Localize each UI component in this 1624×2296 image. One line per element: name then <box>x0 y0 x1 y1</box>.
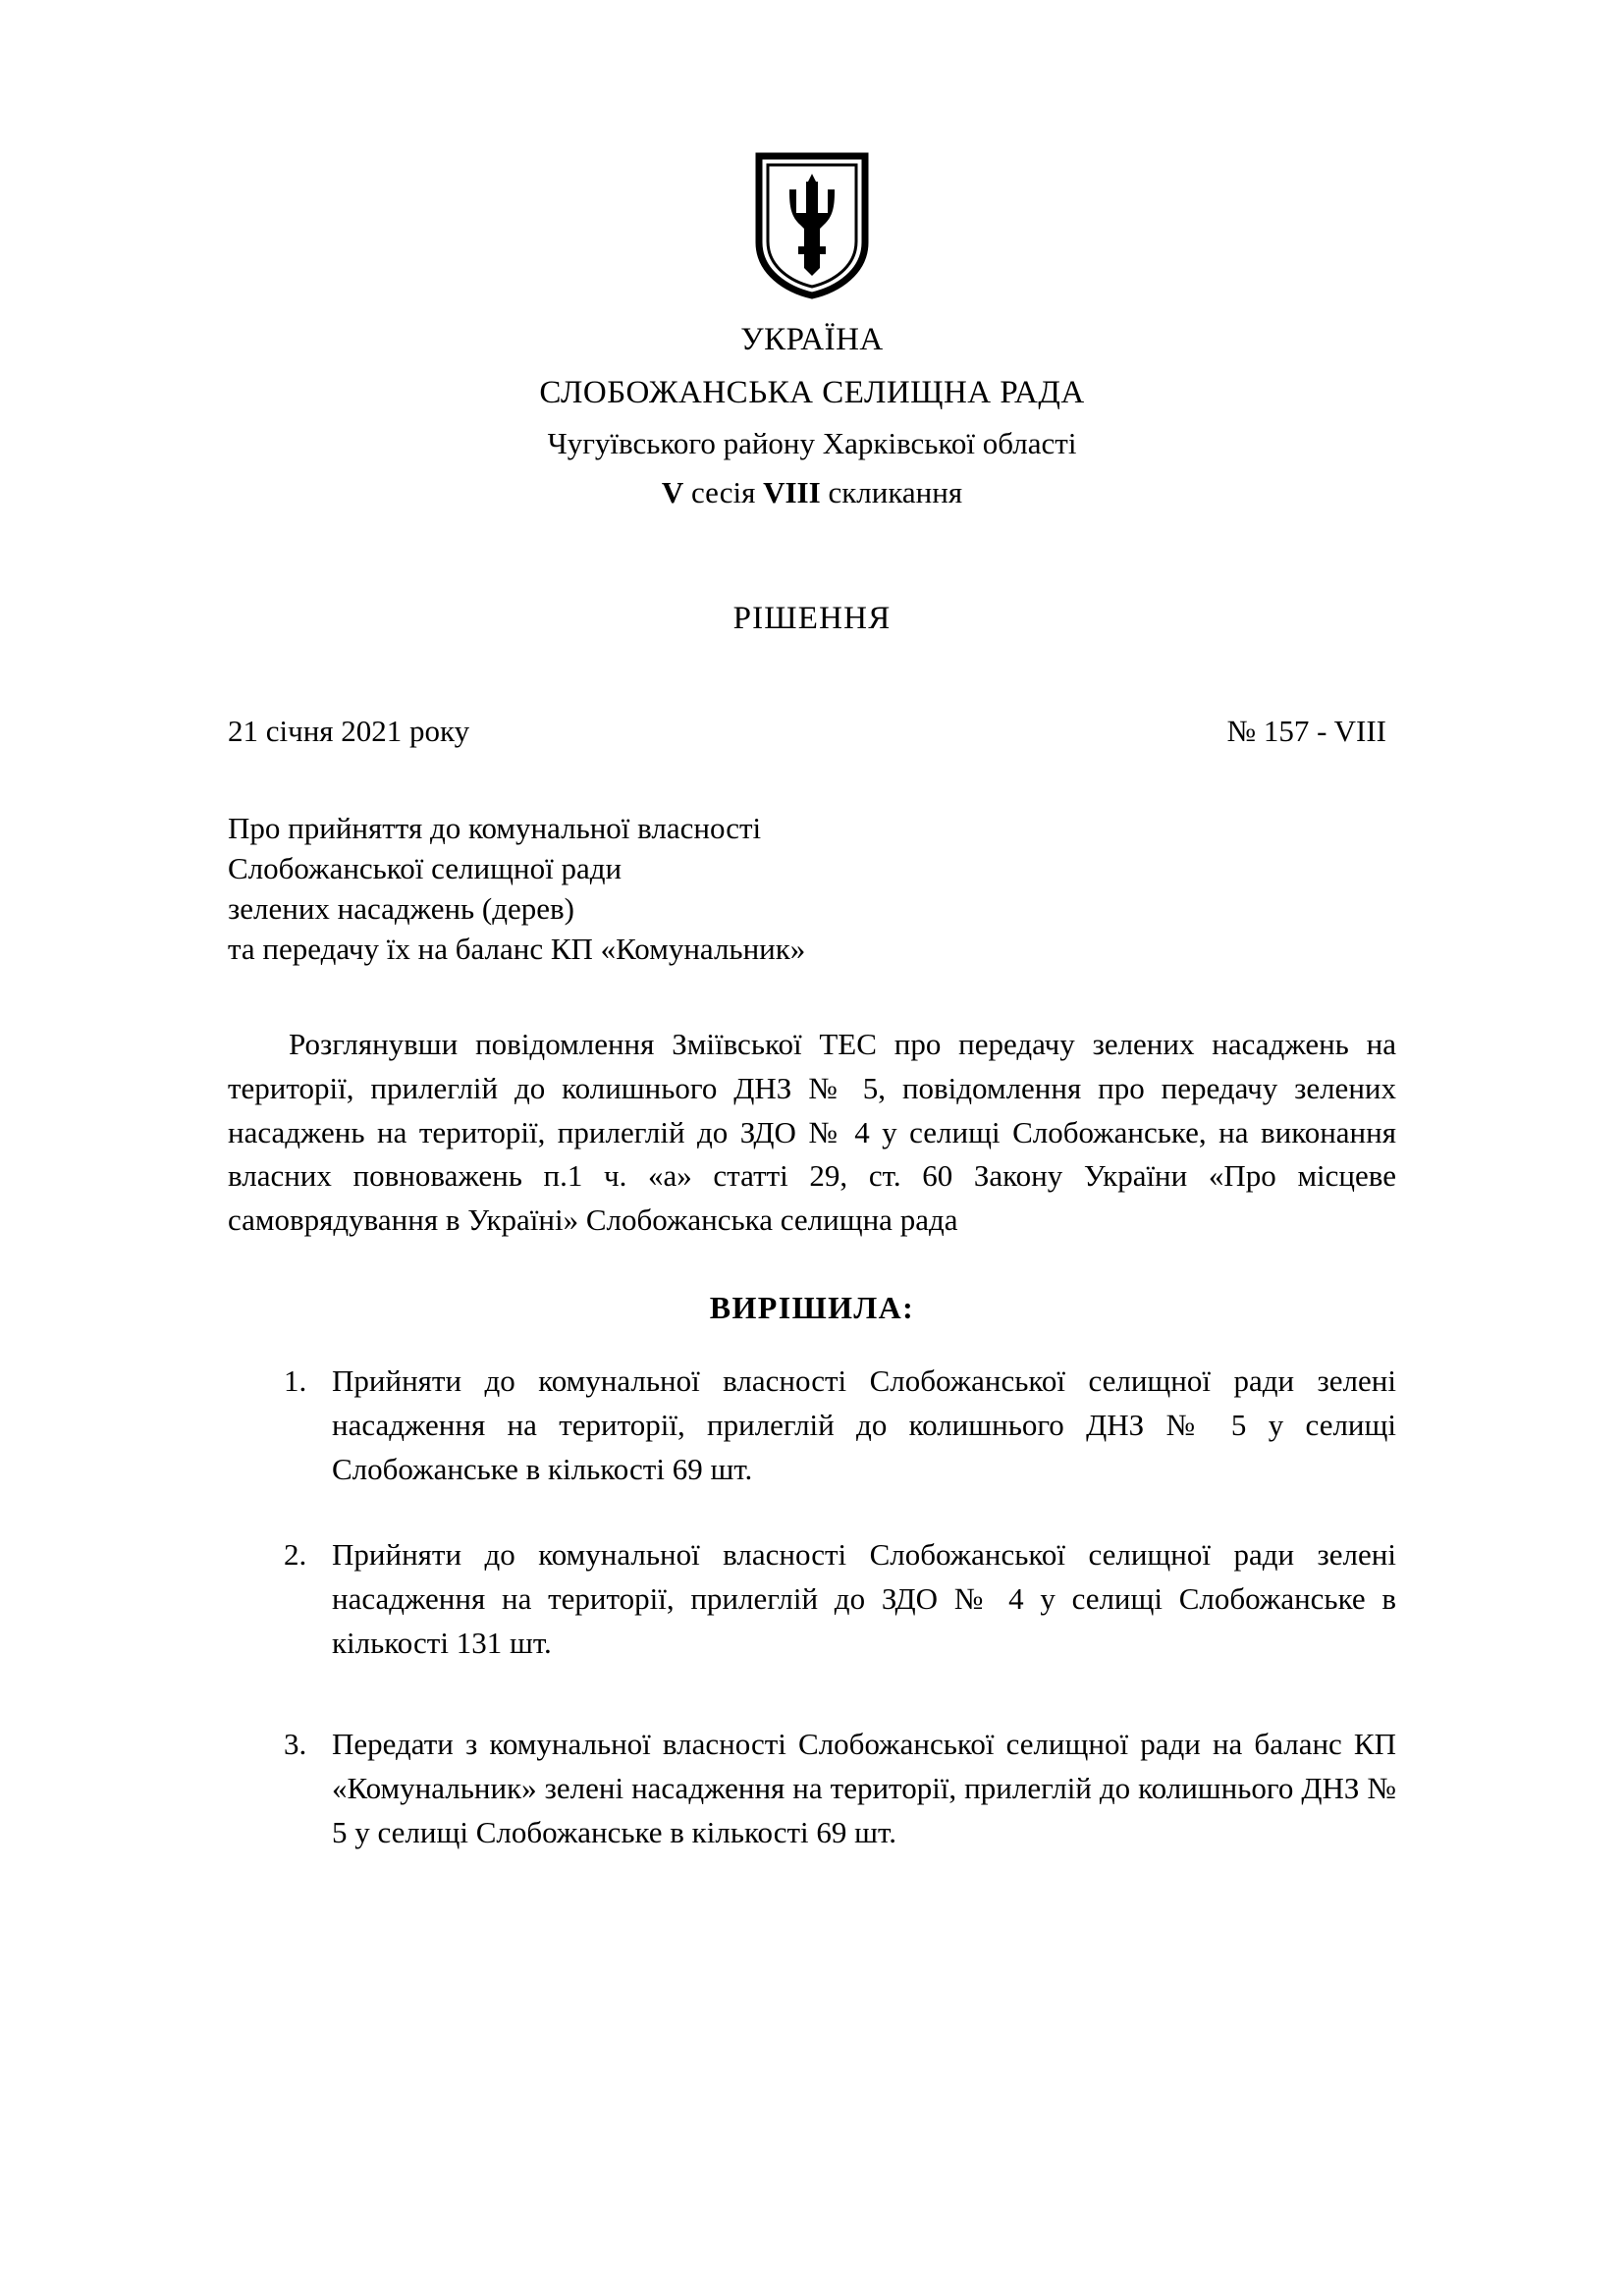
document-number: № 157 - VIII <box>1226 713 1386 748</box>
decision-items-list <box>228 1360 1396 1854</box>
document-subject <box>228 808 1396 970</box>
region-subtitle: Чугуївського району Харківської області <box>547 425 1077 460</box>
decision-item-3: 3. Передати з комунальної власності Слобожанської селищної ради на баланс КП «Комунальник» зелені насадження на території, прилеглій до колишнього ДНЗ № 5 у селищі Слобожанське в кількості 69 шт. <box>314 1723 1396 1855</box>
country-title: УКРАЇНА <box>740 322 884 357</box>
session-middle-text: сесія <box>683 474 764 509</box>
convocation-roman-number: VIII <box>763 474 821 509</box>
session-roman-number: V <box>661 474 684 509</box>
subject-line-4: та передачу їх на баланс КП «Комунальник» <box>228 932 806 967</box>
subject-line-1: Про прийняття до комунальної власності <box>228 810 762 845</box>
session-line <box>228 471 1396 514</box>
preamble-paragraph: Розглянувши повідомлення Зміївської ТЕС про передачу зелених насаджень на території, прилеглій до колишнього ДНЗ № 5, повідомлення про передачу зелених насаджень на території, прилеглій до ЗДО № 4 у селищі Слобожанське, на виконання власних повноважень п.1 ч. «а» статті 29, ст. 60 Закону України «Про місцеве самоврядування в Україні» Слобожанська селищна рада <box>228 1026 1396 1238</box>
decision-heading: ВИРІШИЛА: <box>709 1290 915 1326</box>
council-title: СЛОБОЖАНСЬКА СЕЛИЩНА РАДА <box>539 374 1085 410</box>
coat-of-arms-container <box>228 152 1396 299</box>
document-date: 21 січня 2021 року <box>228 713 470 748</box>
decision-item-1: 1. Прийняти до комунальної власності Слобожанської селищної ради зелені насадження на території, прилеглій до колишнього ДНЗ № 5 у селищі Слобожанське в кількості 69 шт. <box>314 1360 1396 1492</box>
subject-line-3: зелених насаджень (дерев) <box>228 891 575 927</box>
document-type-title: РІШЕННЯ <box>732 600 892 636</box>
ukraine-trident-coat-of-arms-icon <box>755 152 869 299</box>
document-meta-row <box>228 714 1396 749</box>
decision-item-2: 2. Прийняти до комунальної власності Слобожанської селищної ради зелені насадження на території, прилеглій до ЗДО № 4 у селищі Слобожанське в кількості 131 шт. <box>314 1533 1396 1666</box>
subject-line-2: Слобожанської селищної ради <box>228 850 623 885</box>
header-block <box>228 317 1396 514</box>
session-suffix-text: скликання <box>820 474 963 509</box>
